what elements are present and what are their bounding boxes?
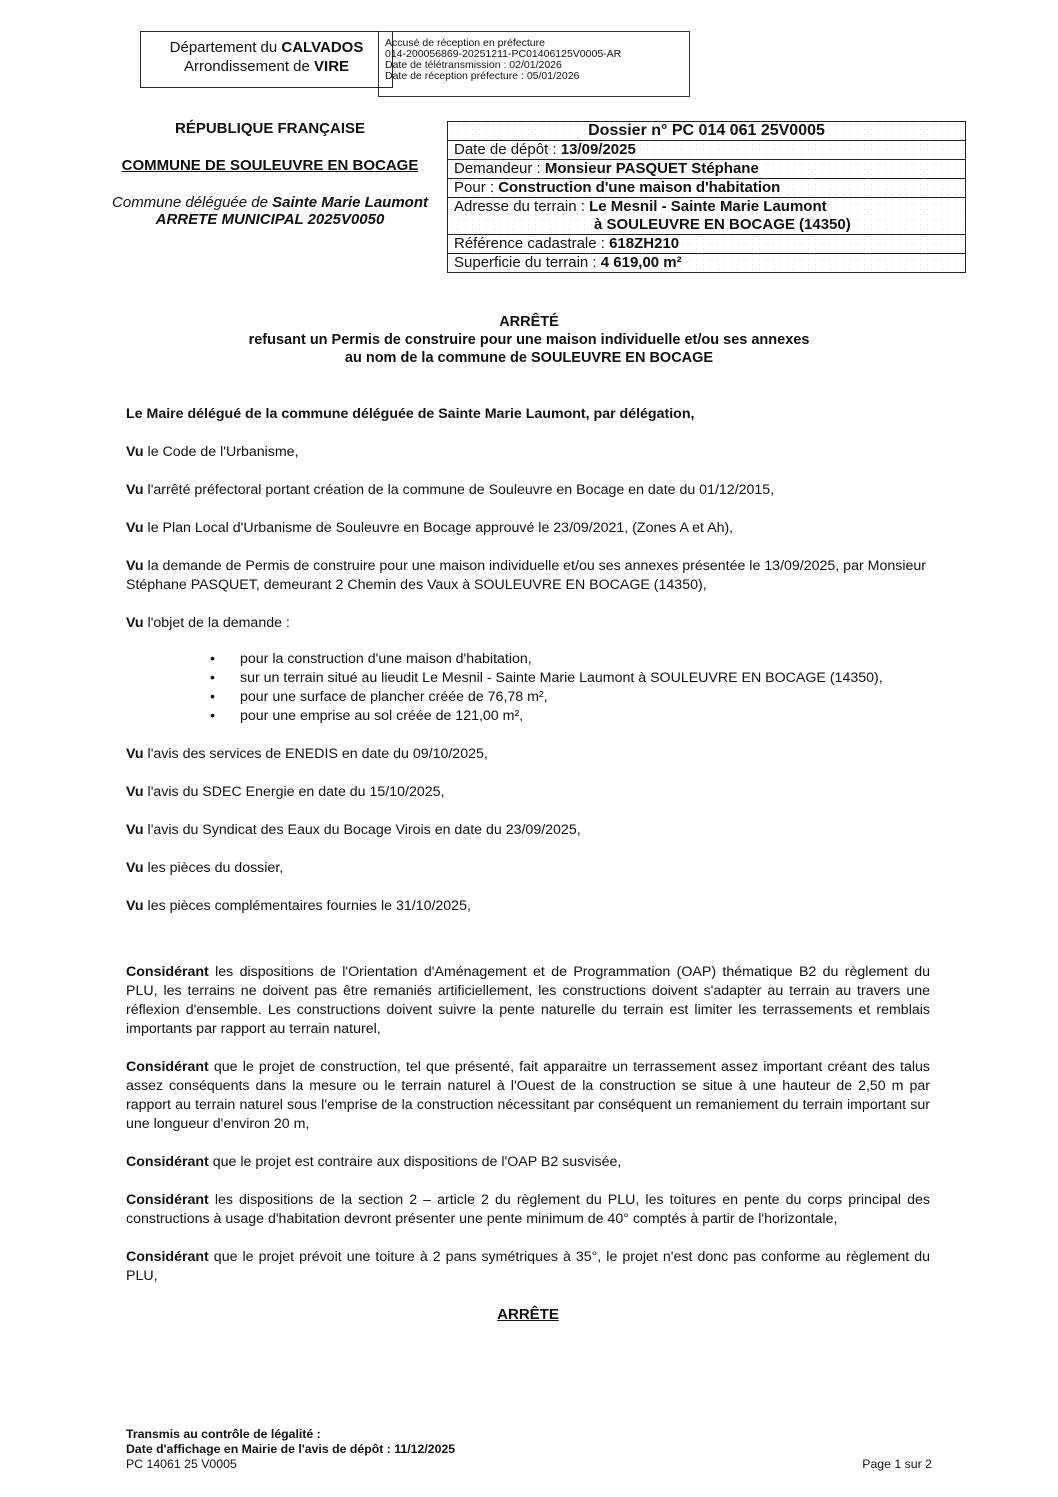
- adresse-label: Adresse du terrain :: [454, 198, 590, 215]
- vu-item: [126, 859, 930, 878]
- decree-title-block: [0, 313, 1058, 367]
- cadastre-value: 618ZH210: [609, 235, 680, 252]
- ack-title: Accusé de réception en préfecture: [385, 37, 545, 49]
- considerant-text: que le projet est contraire aux dispositions de l'OAP B2 susvisée,: [208, 1154, 622, 1170]
- vu-text: l'arrêté préfectoral portant création de la commune de Souleuvre en Bocage en date du 01/12/2015,: [143, 482, 775, 498]
- vu-label: Vu: [126, 482, 144, 498]
- commune-heading: COMMUNE DE SOULEUVRE EN BOCAGE: [121, 157, 419, 174]
- mayor-intro: Le Maire délégué de la commune déléguée de Sainte Marie Laumont, par délégation,: [126, 406, 695, 422]
- superficie-value: 4 619,00 m²: [600, 254, 682, 271]
- date-depot-label: Date de dépôt :: [454, 141, 561, 158]
- cadastre-label: Référence cadastrale :: [454, 235, 610, 252]
- arrondissement-line: [141, 57, 392, 76]
- ack-reception-date: Date de réception préfecture : 05/01/2026: [385, 70, 580, 82]
- ack-teletransmission-date: Date de télétransmission : 02/01/2026: [385, 59, 562, 71]
- vu-label: Vu: [126, 444, 144, 460]
- arrondissement-name: VIRE: [314, 58, 350, 75]
- date-depot-value: 13/09/2025: [560, 141, 636, 158]
- dossier-row-cadastre: [448, 235, 965, 254]
- objet-list-item: [210, 688, 930, 707]
- vu-item: [126, 481, 930, 500]
- vu-text: le Code de l'Urbanisme,: [143, 444, 299, 460]
- bullet-icon: •: [210, 708, 215, 724]
- dossier-row-adresse: [448, 198, 965, 235]
- arrete-heading: ARRÊTE: [497, 1306, 559, 1323]
- considerant-text: les dispositions de l'Orientation d'Aménagement et de Programmation (OAP) thématique B2 du règlement du PLU, les terrains ne doivent pas être remaniés artificiellement, les constructions doivent s'adapter au terrain au travers une réflexion d'ensemble. Les constructions doivent suivre la pente naturelle du terrain est limiter les terrassements et remblais importants par rapport au terrain naturel,: [126, 964, 930, 1037]
- objet-text: pour une surface de plancher créée de 76,78 m²,: [240, 689, 548, 705]
- decree-title: ARRÊTÉ: [499, 314, 559, 330]
- considerant-label: Considérant: [126, 1249, 209, 1265]
- considerant-text: les dispositions de la section 2 – article 2 du règlement du PLU, les toitures en pente du corps principal des constructions à usage d'habitation devront présenter une pente minimum de 40° comptés à partir de l'horizontale,: [126, 1192, 930, 1227]
- vu-item: [126, 897, 930, 916]
- vu-label: Vu: [126, 746, 144, 762]
- ack-reference: 014-200056869-20251211-PC01406125V0005-AR: [385, 48, 622, 60]
- pour-value: Construction d'une maison d'habitation: [498, 179, 781, 196]
- dossier-info-table: [447, 121, 966, 273]
- demandeur-label: Demandeur :: [454, 160, 545, 177]
- objet-list-item: [210, 669, 930, 688]
- objet-list-item: [210, 650, 930, 669]
- dossier-row-superficie: [448, 254, 965, 272]
- adresse-value-line1: Le Mesnil - Sainte Marie Laumont: [589, 198, 827, 215]
- vu-label: Vu: [126, 860, 144, 876]
- objet-text: pour une emprise au sol créée de 121,00 m²,: [240, 708, 524, 724]
- dossier-number: Dossier n° PC 014 061 25V0005: [448, 122, 965, 141]
- vu-text: les pièces du dossier,: [143, 860, 284, 876]
- considerant-label: Considérant: [126, 1192, 209, 1208]
- bullet-icon: •: [210, 651, 215, 667]
- prefecture-acknowledgement-stamp: [378, 31, 690, 97]
- objet-list-item: [210, 707, 930, 726]
- objet-text: pour la construction d'une maison d'habitation,: [240, 651, 532, 667]
- considerant-text: que le projet de construction, tel que présenté, fait apparaitre un terrassement assez important créant des talus assez conséquents dans la mesure ou le terrain naturel à l'Ouest de la construction se situe à une hauteur de 2,50 m par rapport au terrain naturel sous l'emprise de la construction nécessitant par conséquent un remaniement du terrain important sur une longueur d'environ 20 m,: [126, 1059, 930, 1132]
- considerant-item: [126, 1058, 930, 1134]
- vu-item: [126, 557, 930, 595]
- vu-item: [126, 614, 930, 633]
- page-footer: [126, 1427, 932, 1472]
- vu-text: l'objet de la demande :: [143, 615, 290, 631]
- considerant-text: que le projet prévoit une toiture à 2 pans symétriques à 35°, le projet n'est donc pas conforme au règlement du PLU,: [126, 1249, 930, 1284]
- vu-item: [126, 783, 930, 802]
- vu-item: [126, 745, 930, 764]
- dossier-row-demandeur: [448, 160, 965, 179]
- dossier-row-pour: [448, 179, 965, 198]
- considerant-item: [126, 1153, 930, 1172]
- vu-text: la demande de Permis de construire pour une maison individuelle et/ou ses annexes présentée le 13/09/2025, par Monsieur Stéphane PASQUET, demeurant 2 Chemin des Vaux à SOULEUVRE EN BOCAGE (14350),: [126, 558, 926, 593]
- considerant-item: [126, 963, 930, 1039]
- vu-text: l'avis du SDEC Energie en date du 15/10/2025,: [143, 784, 445, 800]
- footer-dossier-ref: PC 14061 25 V0005: [126, 1457, 237, 1471]
- demandeur-value: Monsieur PASQUET Stéphane: [544, 160, 759, 177]
- vu-label: Vu: [126, 615, 144, 631]
- deleguee-name: Sainte Marie Laumont: [272, 194, 428, 211]
- considerant-label: Considérant: [126, 1154, 209, 1170]
- department-prefix: Département du: [169, 39, 282, 56]
- vu-item: [126, 821, 930, 840]
- page-number: Page 1 sur 2: [862, 1457, 932, 1471]
- objet-text: sur un terrain situé au lieudit Le Mesnil - Sainte Marie Laumont à SOULEUVRE EN BOCAGE (14350),: [240, 670, 883, 686]
- vu-text: les pièces complémentaires fournies le 31/10/2025,: [143, 898, 471, 914]
- arrondissement-prefix: Arrondissement de: [183, 58, 315, 75]
- vu-text: l'avis du Syndicat des Eaux du Bocage Virois en date du 23/09/2025,: [143, 822, 581, 838]
- deleguee-prefix: Commune déléguée de: [112, 194, 273, 211]
- vu-text: l'avis des services de ENEDIS en date du 09/10/2025,: [143, 746, 488, 762]
- considerant-item: [126, 1191, 930, 1229]
- department-box: [140, 31, 393, 88]
- bullet-icon: •: [210, 670, 215, 686]
- vu-text: le Plan Local d'Urbanisme de Souleuvre en Bocage approuvé le 23/09/2021, (Zones A et Ah),: [143, 520, 734, 536]
- objet-list: [126, 650, 930, 726]
- arrete-municipal-number: ARRETE MUNICIPAL 2025V0050: [155, 211, 385, 228]
- bullet-icon: •: [210, 689, 215, 705]
- department-line: [141, 38, 392, 57]
- footer-legality-control: Transmis au contrôle de légalité :: [126, 1427, 321, 1441]
- issuer-block: [95, 120, 445, 228]
- deleguee-line: [95, 194, 445, 211]
- considerant-label: Considérant: [126, 1059, 209, 1075]
- department-name: CALVADOS: [281, 39, 364, 56]
- vu-item: [126, 443, 930, 462]
- vu-label: Vu: [126, 822, 144, 838]
- considerant-item: [126, 1248, 930, 1286]
- decree-subtitle-line2: au nom de la commune de SOULEUVRE EN BOCAGE: [344, 350, 714, 366]
- adresse-value-line2: à SOULEUVRE EN BOCAGE (14350): [594, 216, 851, 233]
- republic-heading: RÉPUBLIQUE FRANÇAISE: [174, 120, 365, 137]
- vu-label: Vu: [126, 898, 144, 914]
- decree-subtitle-line1: refusant un Permis de construire pour une maison individuelle et/ou ses annexes: [248, 332, 810, 348]
- decree-body: [126, 405, 930, 1324]
- considerant-label: Considérant: [126, 964, 209, 980]
- vu-label: Vu: [126, 558, 144, 574]
- footer-display-date: Date d'affichage en Mairie de l'avis de dépôt : 11/12/2025: [126, 1442, 456, 1456]
- vu-label: Vu: [126, 784, 144, 800]
- dossier-row-date-depot: [448, 141, 965, 160]
- vu-item: [126, 519, 930, 538]
- pour-label: Pour :: [454, 179, 499, 196]
- vu-label: Vu: [126, 520, 144, 536]
- superficie-label: Superficie du terrain :: [454, 254, 601, 271]
